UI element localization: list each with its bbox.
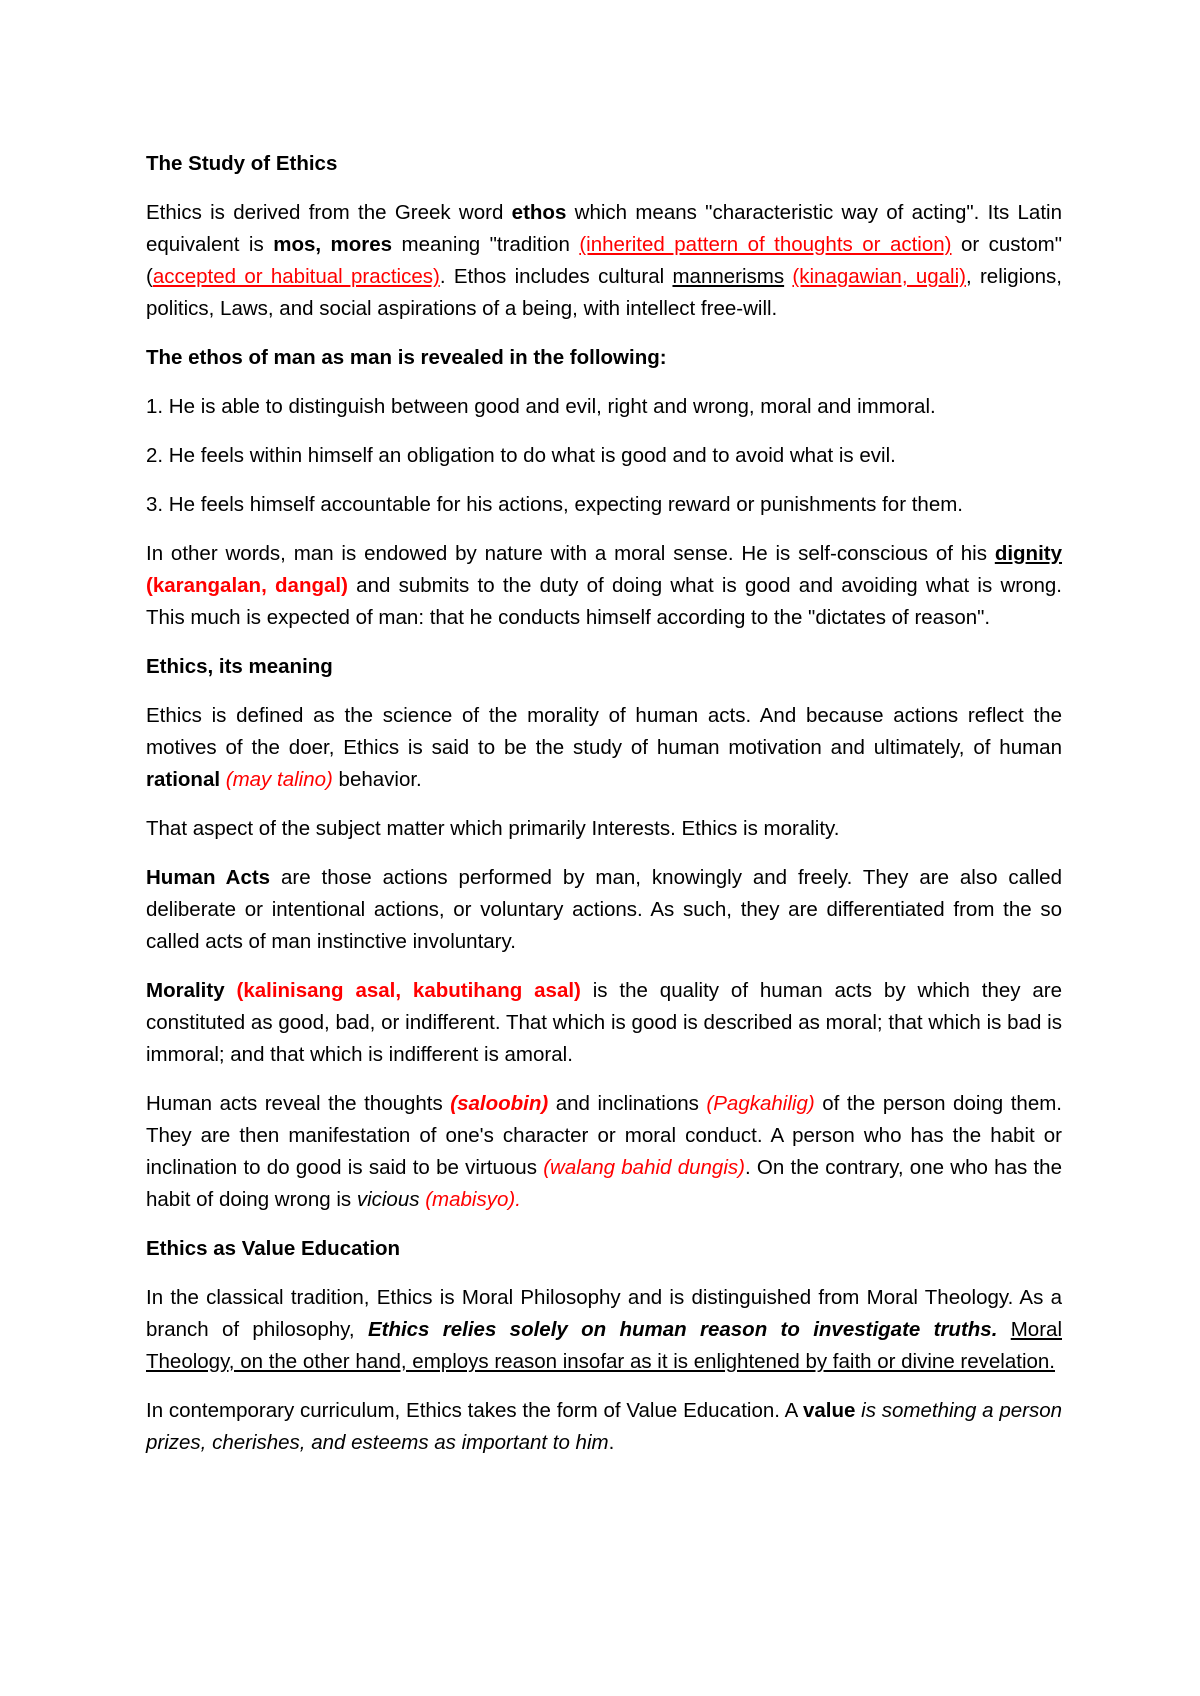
meaning-heading: Ethics, its meaning bbox=[146, 655, 333, 678]
paragraph-ethos-derivation bbox=[146, 197, 1062, 325]
text-run: . On the contrary, one who has the habit of doing wrong is bbox=[146, 1156, 1062, 1211]
text-run: That aspect of the subject matter which primarily Interests. Ethics is morality. bbox=[146, 817, 840, 840]
text-run: and submits to the duty of doing what is good and avoiding what is wrong. This much is expected of man: that he conducts himself according to the "dictates of reason". bbox=[146, 574, 1063, 629]
text-run: value bbox=[802, 1399, 856, 1422]
document-title: The Study of Ethics bbox=[146, 152, 338, 175]
text-run: (walang bahid dungis) bbox=[543, 1156, 745, 1179]
paragraph-human-acts bbox=[146, 862, 1062, 958]
text-run: (kinagawian, ugali) bbox=[792, 265, 966, 288]
text-run: meaning "tradition bbox=[392, 233, 580, 256]
text-run: of the person doing them. They are then manifestation of one's character or moral conduct. A person who has the habit or inclination to do good is said to be virtuous bbox=[146, 1092, 1062, 1179]
text-run: rational bbox=[146, 768, 221, 791]
paragraph-classical-tradition bbox=[146, 1282, 1062, 1378]
list-item: 3. He feels himself accountable for his actions, expecting reward or punishments for them. bbox=[146, 493, 963, 516]
list-item: 2. He feels within himself an obligation to do what is good and to avoid what is evil. bbox=[146, 444, 896, 467]
paragraph-contemporary-curriculum bbox=[146, 1395, 1062, 1459]
text-run: vicious bbox=[356, 1188, 420, 1211]
text-run: (Pagkahilig) bbox=[706, 1092, 815, 1115]
text-run: (karangalan, dangal) bbox=[146, 574, 348, 597]
text-run: In contemporary curriculum, Ethics takes the form of Value Education. A bbox=[146, 1399, 803, 1422]
text-run: is something a person prizes, cherishes, and esteems as important to him bbox=[146, 1399, 1063, 1454]
text-run: or custom" ( bbox=[146, 233, 1063, 288]
ethos-heading: The ethos of man as man is revealed in the following: bbox=[146, 346, 667, 369]
text-run: behavior. bbox=[332, 768, 422, 791]
value-education-heading: Ethics as Value Education bbox=[146, 1237, 401, 1260]
text-run: Morality bbox=[146, 979, 225, 1002]
text-run: mos, mores bbox=[273, 233, 393, 256]
text-run: and inclinations bbox=[548, 1092, 707, 1115]
text-run: . bbox=[608, 1431, 615, 1454]
text-run: mannerisms bbox=[672, 265, 785, 288]
text-run: Ethics is defined as the science of the morality of human acts. And because actions reflect the motives of the doer, Ethics is said to be the study of human motivation and ultimately, of human bbox=[146, 704, 1062, 759]
text-run: In the classical tradition, Ethics is Moral Philosophy and is distinguished from Moral Theology. As a branch of philosophy, bbox=[146, 1286, 1062, 1341]
text-run: are those actions performed by man, knowingly and freely. They are also called deliberate or intentional actions, or voluntary actions. As such, they are differentiated from the so called acts of man instinctive involuntary. bbox=[146, 866, 1062, 953]
text-run bbox=[225, 979, 237, 1002]
text-run bbox=[997, 1318, 1010, 1341]
paragraph-ethics-definition bbox=[146, 700, 1062, 796]
text-run: dignity bbox=[994, 542, 1062, 565]
text-run: Moral Theology, on the other hand, employs reason insofar as it is enlightened by faith or divine revelation. bbox=[146, 1318, 1062, 1373]
text-run: which means "characteristic way of acting". Its Latin equivalent is bbox=[146, 201, 1062, 256]
text-run: (may talino) bbox=[225, 768, 333, 791]
text-run: Ethics relies solely on human reason to investigate truths. bbox=[367, 1318, 998, 1341]
text-run: is the quality of human acts by which they are constituted as good, bad, or indifferent. That which is good is described as moral; that which is bad is immoral; and that which is indifferent is amoral. bbox=[146, 979, 1063, 1066]
paragraph-subject-matter bbox=[146, 813, 1062, 845]
text-run: (kalinisang asal, kabutihang asal) bbox=[236, 979, 581, 1002]
text-run: . Ethos includes cultural bbox=[439, 265, 673, 288]
text-run: (saloobin) bbox=[450, 1092, 549, 1115]
text-run: Ethics is derived from the Greek word bbox=[146, 201, 512, 224]
text-run: ethos bbox=[511, 201, 567, 224]
text-run: accepted or habitual practices) bbox=[152, 265, 440, 288]
text-run: In other words, man is endowed by nature with a moral sense. He is self-conscious of his bbox=[146, 542, 995, 565]
paragraph-thoughts-inclinations bbox=[146, 1088, 1062, 1216]
paragraph-morality bbox=[146, 975, 1062, 1071]
text-run: , religions, politics, Laws, and social aspirations of a being, with intellect free-will. bbox=[146, 265, 1063, 320]
text-run: Human acts reveal the thoughts bbox=[146, 1092, 451, 1115]
text-run: (inherited pattern of thoughts or action) bbox=[579, 233, 952, 256]
text-run: (mabisyo). bbox=[425, 1188, 521, 1211]
paragraph-moral-sense bbox=[146, 538, 1062, 634]
text-run: Human Acts bbox=[146, 866, 271, 889]
list-item: 1. He is able to distinguish between good and evil, right and wrong, moral and immoral. bbox=[146, 395, 936, 418]
